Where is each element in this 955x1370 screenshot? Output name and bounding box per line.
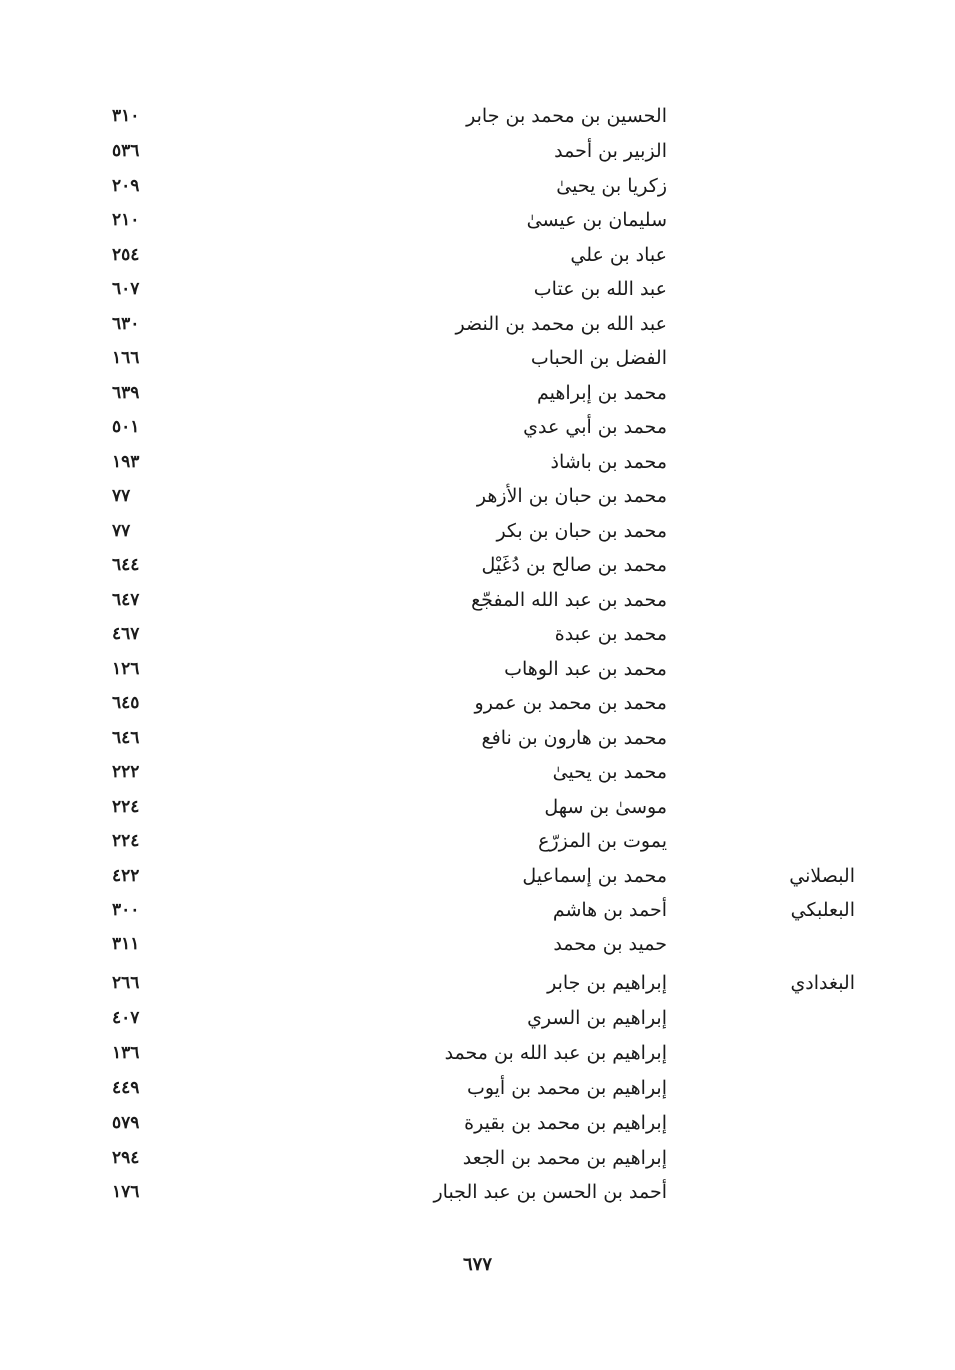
entry-page-number: ١٩٣: [112, 452, 140, 472]
entry-name: حميد بن محمد: [553, 933, 667, 955]
index-entry: [0, 99, 955, 133]
entry-page-number: ١٦٦: [112, 348, 140, 368]
entry-page-number: ١٧٦: [112, 1182, 140, 1202]
entry-page-number: ٣٠٠: [112, 900, 140, 920]
entry-name: عباد بن علي: [570, 244, 667, 266]
index-entry: [0, 893, 955, 927]
entry-page-number: ٦٤٥: [112, 693, 140, 713]
entry-page-number: ٢٢٤: [112, 831, 140, 851]
index-entry: [0, 376, 955, 410]
index-entry: [0, 1071, 955, 1105]
entry-page-number: ٢٥٤: [112, 245, 140, 265]
index-entry: [0, 1175, 955, 1209]
index-entry: [0, 134, 955, 168]
entry-page-number: ١٢٦: [112, 659, 140, 679]
index-entry: [0, 479, 955, 513]
index-entry: [0, 790, 955, 824]
entry-name: محمد بن إسماعيل: [522, 865, 667, 887]
index-entry: [0, 755, 955, 789]
entry-page-number: ٤٢٢: [112, 866, 140, 886]
index-entry: [0, 272, 955, 306]
entry-name: محمد بن أبي عدي: [523, 416, 667, 438]
entry-name: أحمد بن هاشم: [552, 899, 667, 921]
entry-name: إبراهيم بن محمد بن أيوب: [466, 1077, 667, 1099]
index-entry: [0, 341, 955, 375]
entry-name: عبد الله بن عتاب: [533, 278, 667, 300]
index-entry: [0, 617, 955, 651]
entry-page-number: ٢٠٩: [112, 176, 140, 196]
entry-nisba: البعلبكي: [790, 899, 855, 921]
entry-page-number: ٥٣٦: [112, 141, 140, 161]
index-entry: [0, 583, 955, 617]
index-entry: [0, 1106, 955, 1140]
entry-page-number: ١٣٦: [112, 1043, 140, 1063]
index-entry: [0, 824, 955, 858]
index-entry: [0, 1001, 955, 1035]
entry-page-number: ٦٣٠: [112, 314, 140, 334]
index-entry: [0, 514, 955, 548]
index-entry: [0, 548, 955, 582]
entry-name: إبراهيم بن جابر: [547, 972, 667, 994]
index-entry: [0, 966, 955, 1000]
entry-name: محمد بن عبدة: [554, 623, 667, 645]
entry-page-number: ٤٤٩: [112, 1078, 140, 1098]
entry-name: عبد الله بن محمد بن النضر: [455, 313, 667, 335]
index-entry: [0, 1036, 955, 1070]
entry-name: إبراهيم بن السري: [527, 1007, 667, 1029]
entry-nisba: البصلاني: [789, 865, 855, 887]
entry-name: محمد بن محمد بن عمرو: [474, 692, 667, 714]
entry-nisba: البغدادي: [790, 972, 855, 994]
entry-name: الحسين بن محمد بن جابر: [466, 105, 667, 127]
entry-name: إبراهيم بن محمد بن بقيرة: [464, 1112, 667, 1134]
entry-page-number: ٢٦٦: [112, 973, 140, 993]
page-number: ٦٧٧: [462, 1254, 492, 1275]
entry-name: يموت بن المزرّع: [538, 830, 667, 852]
index-entry: [0, 169, 955, 203]
entry-name: محمد بن صالح بن دُغَيْل: [481, 554, 667, 576]
entry-page-number: ٣١٠: [112, 106, 140, 126]
entry-name: أحمد بن الحسن بن عبد الجبار: [433, 1181, 667, 1203]
entry-page-number: ٤٠٧: [112, 1008, 140, 1028]
entry-name: محمد بن باشاذ: [550, 451, 667, 473]
entry-page-number: ٦٣٩: [112, 383, 140, 403]
entry-name: الفضل بن الحباب: [530, 347, 667, 369]
entry-name: محمد بن إبراهيم: [537, 382, 667, 404]
entry-page-number: ٦٤٧: [112, 590, 140, 610]
entry-name: موسىٰ بن سهل: [544, 796, 667, 818]
entry-name: زكريا بن يحيىٰ: [556, 175, 667, 197]
entry-page-number: ٦٤٤: [112, 555, 140, 575]
entry-page-number: ٥٧٩: [112, 1113, 140, 1133]
index-entry: [0, 445, 955, 479]
index-entry: [0, 927, 955, 961]
entry-name: محمد بن يحيىٰ: [552, 761, 667, 783]
entry-name: محمد بن عبد الوهاب: [504, 658, 667, 680]
entry-page-number: ٥٠١: [112, 417, 140, 437]
entry-name: الزبير بن أحمد: [554, 140, 667, 162]
entry-page-number: ٢٢٢: [112, 762, 140, 782]
entry-page-number: ٢٩٤: [112, 1148, 140, 1168]
entry-page-number: ٢١٠: [112, 210, 140, 230]
entry-page-number: ٣١١: [112, 934, 140, 954]
index-entry: [0, 1141, 955, 1175]
entry-page-number: ٢٢٤: [112, 797, 140, 817]
entry-name: إبراهيم بن محمد بن الجعد: [462, 1147, 667, 1169]
entry-name: محمد بن حبان بن بكر: [496, 520, 667, 542]
entry-name: محمد بن عبد الله المفجّع: [471, 589, 667, 611]
entry-name: سليمان بن عيسىٰ: [526, 209, 667, 231]
entry-page-number: ٦٠٧: [112, 279, 140, 299]
index-entry: [0, 238, 955, 272]
entry-page-number: ٤٦٧: [112, 624, 140, 644]
entry-page-number: ٧٧: [112, 486, 131, 506]
entry-name: إبراهيم بن عبد الله بن محمد: [444, 1042, 667, 1064]
index-entry: [0, 203, 955, 237]
index-entry: [0, 721, 955, 755]
index-entry: [0, 410, 955, 444]
entry-page-number: ٧٧: [112, 521, 131, 541]
index-entry: [0, 652, 955, 686]
entry-name: محمد بن هارون بن نافع: [481, 727, 667, 749]
entry-page-number: ٦٤٦: [112, 728, 140, 748]
index-entry: [0, 859, 955, 893]
index-entry: [0, 307, 955, 341]
entry-name: محمد بن حبان بن الأزهر: [476, 485, 667, 507]
index-entry: [0, 686, 955, 720]
